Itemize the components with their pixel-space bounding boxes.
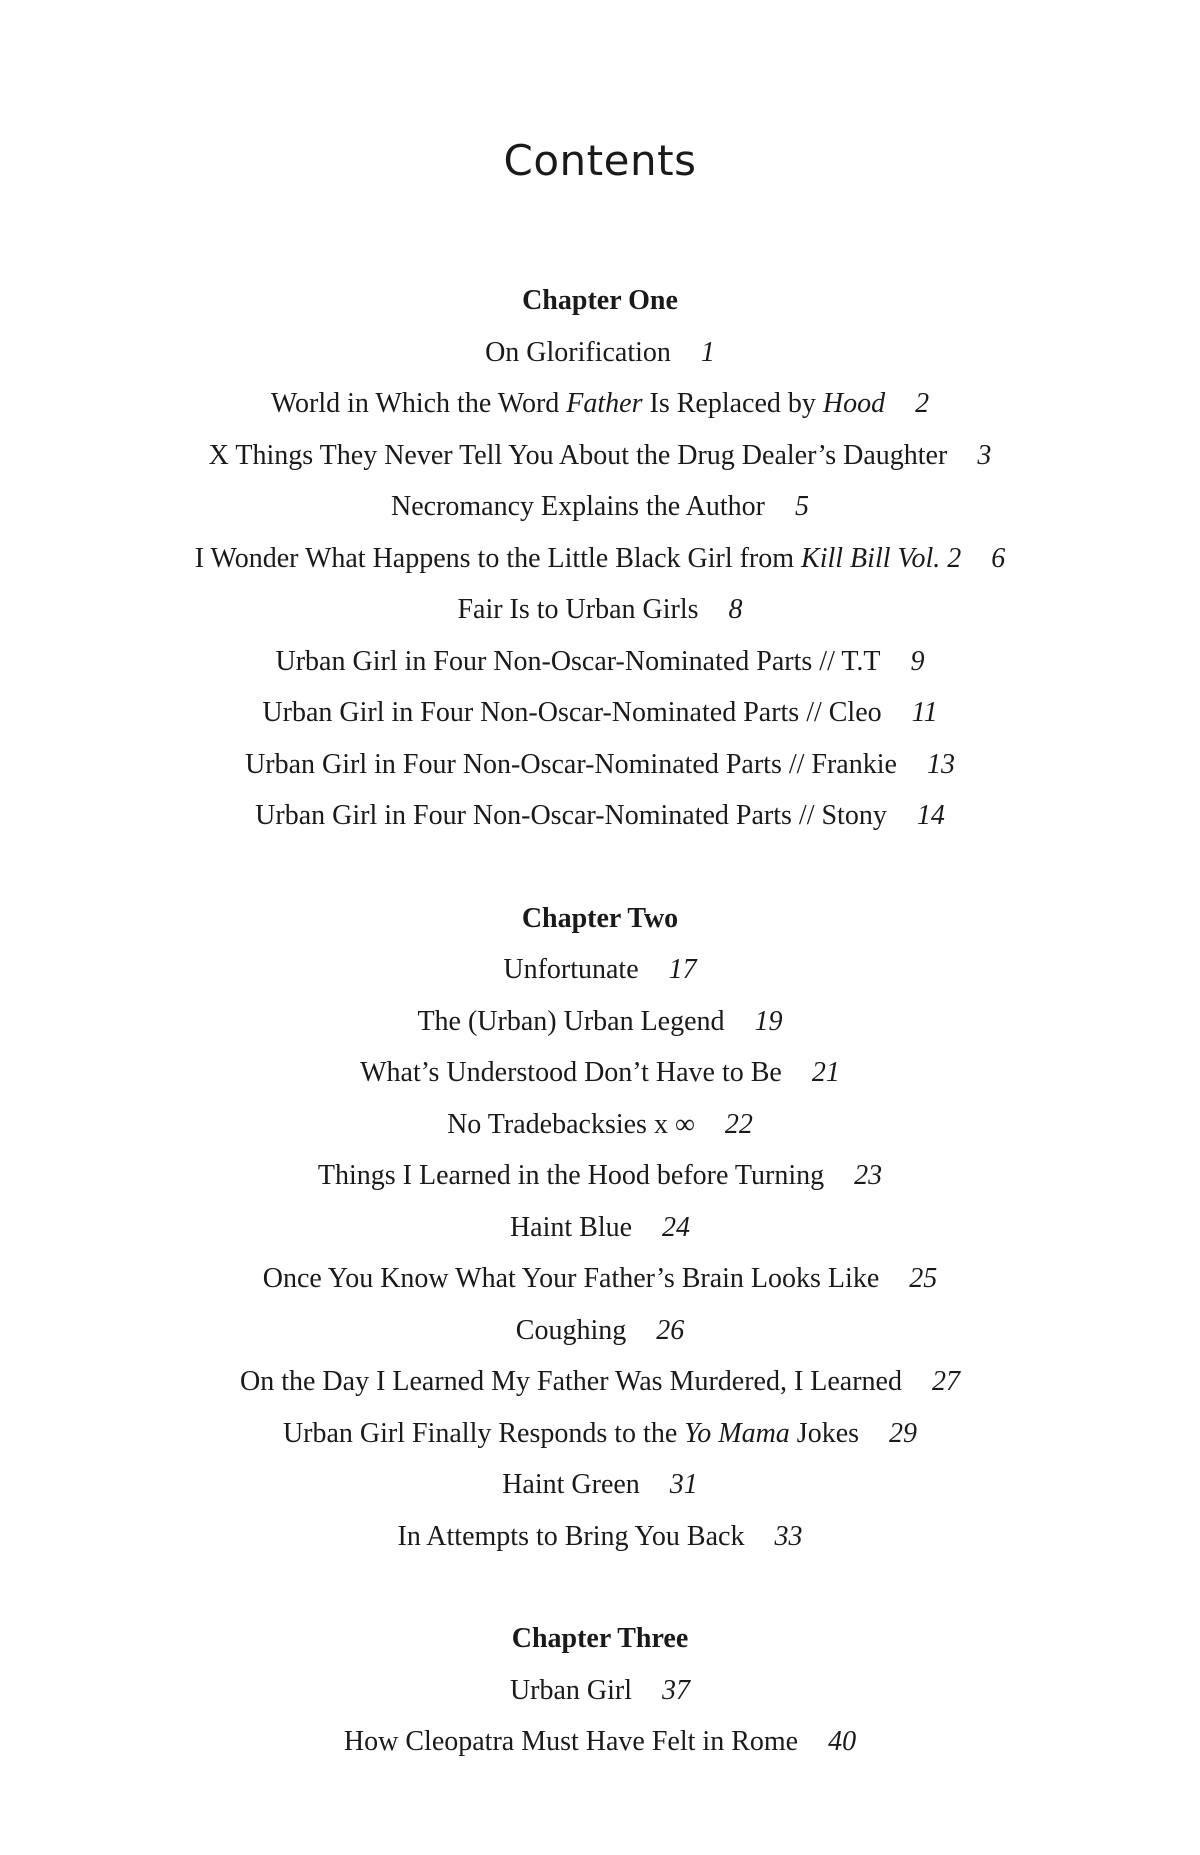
- toc-entry: [0, 1716, 1200, 1768]
- toc-entry-title: On Glorification: [485, 336, 671, 368]
- toc-entry-title: Urban Girl in Four Non-Oscar-Nominated Parts // Frankie: [245, 748, 897, 780]
- toc-entry: [0, 533, 1200, 585]
- toc-entry-title: Coughing: [515, 1314, 627, 1346]
- toc-entry-title: In Attempts to Bring You Back: [397, 1520, 745, 1552]
- toc-entry-page-number: 6: [991, 542, 1006, 574]
- toc-entry: [0, 1459, 1200, 1511]
- toc-entry: [0, 687, 1200, 739]
- toc-entry-title: Once You Know What Your Father’s Brain Looks Like: [262, 1263, 880, 1294]
- chapter-section: [0, 275, 1200, 842]
- toc-entry-page-number: 25: [909, 1263, 938, 1294]
- toc-entry-title: X Things They Never Tell You About the Drug Dealer’s Daughter: [208, 439, 948, 471]
- chapter-heading: Chapter Three: [511, 1623, 689, 1654]
- toc-entry: [0, 378, 1200, 430]
- toc-entry-title: Unfortunate: [503, 954, 639, 985]
- toc-entry-page-number: 5: [795, 491, 809, 522]
- toc-entry-title: Fair Is to Urban Girls: [457, 594, 699, 625]
- toc-entry-page-number: 21: [811, 1057, 840, 1088]
- toc-entry: [0, 1202, 1200, 1254]
- toc-entry: [0, 1356, 1200, 1408]
- toc-entry-title: How Cleopatra Must Have Felt in Rome: [343, 1726, 799, 1757]
- toc-entry-page-number: 2: [915, 388, 930, 419]
- toc-entry-page-number: 24: [662, 1211, 691, 1243]
- toc-entry: [0, 996, 1200, 1048]
- toc-entry: [0, 1665, 1200, 1717]
- toc-entry-page-number: 3: [977, 439, 992, 471]
- toc-entry: [0, 1253, 1200, 1305]
- page-title: Contents: [503, 136, 697, 185]
- chapter-heading: Chapter One: [522, 285, 678, 316]
- toc-entry-page-number: 8: [728, 594, 743, 625]
- toc-entry: [0, 1099, 1200, 1151]
- toc-entry-page-number: 40: [828, 1726, 857, 1757]
- toc-entry-title: No Tradebacksies x ∞: [447, 1108, 695, 1140]
- toc-entry-title: Urban Girl in Four Non-Oscar-Nominated Parts // Stony: [255, 800, 887, 831]
- toc-entry-title: Haint Green: [502, 1469, 640, 1500]
- toc-entry: [0, 1408, 1200, 1460]
- toc-entry-page-number: 13: [926, 748, 955, 780]
- toc-entry-title: Haint Blue: [509, 1211, 633, 1243]
- toc-entry-page-number: 22: [724, 1108, 753, 1140]
- toc-entry-title: On the Day I Learned My Father Was Murdered, I Learned: [240, 1366, 902, 1397]
- toc-entry-page-number: 17: [668, 954, 697, 985]
- toc-entry-title: World in Which the Word Father Is Replaced by Hood: [270, 388, 886, 419]
- toc-entry-page-number: 27: [931, 1366, 960, 1397]
- toc-entry: [0, 1305, 1200, 1357]
- toc-entry-page-number: 19: [754, 1005, 783, 1037]
- toc-entry-page-number: 9: [910, 645, 925, 677]
- toc-entry: [0, 430, 1200, 482]
- toc-entry-title: Urban Girl in Four Non-Oscar-Nominated Parts // T.T: [275, 645, 881, 677]
- toc-entry-page-number: 1: [700, 336, 715, 368]
- toc-entry-title: Urban Girl Finally Responds to the Yo Mama Jokes: [282, 1417, 860, 1449]
- toc-entry-page-number: 11: [911, 697, 938, 728]
- toc-entry-page-number: 37: [662, 1674, 691, 1706]
- toc-entry-page-number: 33: [774, 1520, 803, 1552]
- toc-entry: [0, 584, 1200, 636]
- toc-entry-title: Necromancy Explains the Author: [390, 491, 765, 522]
- toc-entry-title: I Wonder What Happens to the Little Black Girl from Kill Bill Vol. 2: [194, 542, 962, 574]
- toc-entry: [0, 1047, 1200, 1099]
- toc-entry-title: The (Urban) Urban Legend: [417, 1005, 725, 1037]
- toc-entry-page-number: 26: [656, 1314, 685, 1346]
- toc-entry-title: Things I Learned in the Hood before Turning: [317, 1160, 825, 1191]
- toc-entry: [0, 739, 1200, 791]
- toc-entry-title: Urban Girl: [509, 1674, 633, 1706]
- toc-entry: [0, 327, 1200, 379]
- toc-entry-page-number: 23: [854, 1160, 883, 1191]
- chapter-section: [0, 893, 1200, 1563]
- toc-entry: [0, 481, 1200, 533]
- chapter-heading: Chapter Two: [521, 902, 679, 934]
- toc-entry: [0, 790, 1200, 842]
- table-of-contents: [0, 275, 1200, 1819]
- toc-entry-title: Urban Girl in Four Non-Oscar-Nominated Parts // Cleo: [262, 697, 882, 728]
- toc-entry: [0, 636, 1200, 688]
- toc-entry: [0, 944, 1200, 996]
- toc-entry: [0, 1511, 1200, 1563]
- toc-entry: [0, 1150, 1200, 1202]
- toc-entry-page-number: 31: [669, 1469, 698, 1500]
- chapter-section: [0, 1613, 1200, 1768]
- toc-entry-title: What’s Understood Don’t Have to Be: [360, 1057, 782, 1088]
- toc-entry-page-number: 14: [916, 800, 945, 831]
- toc-entry-page-number: 29: [889, 1417, 918, 1449]
